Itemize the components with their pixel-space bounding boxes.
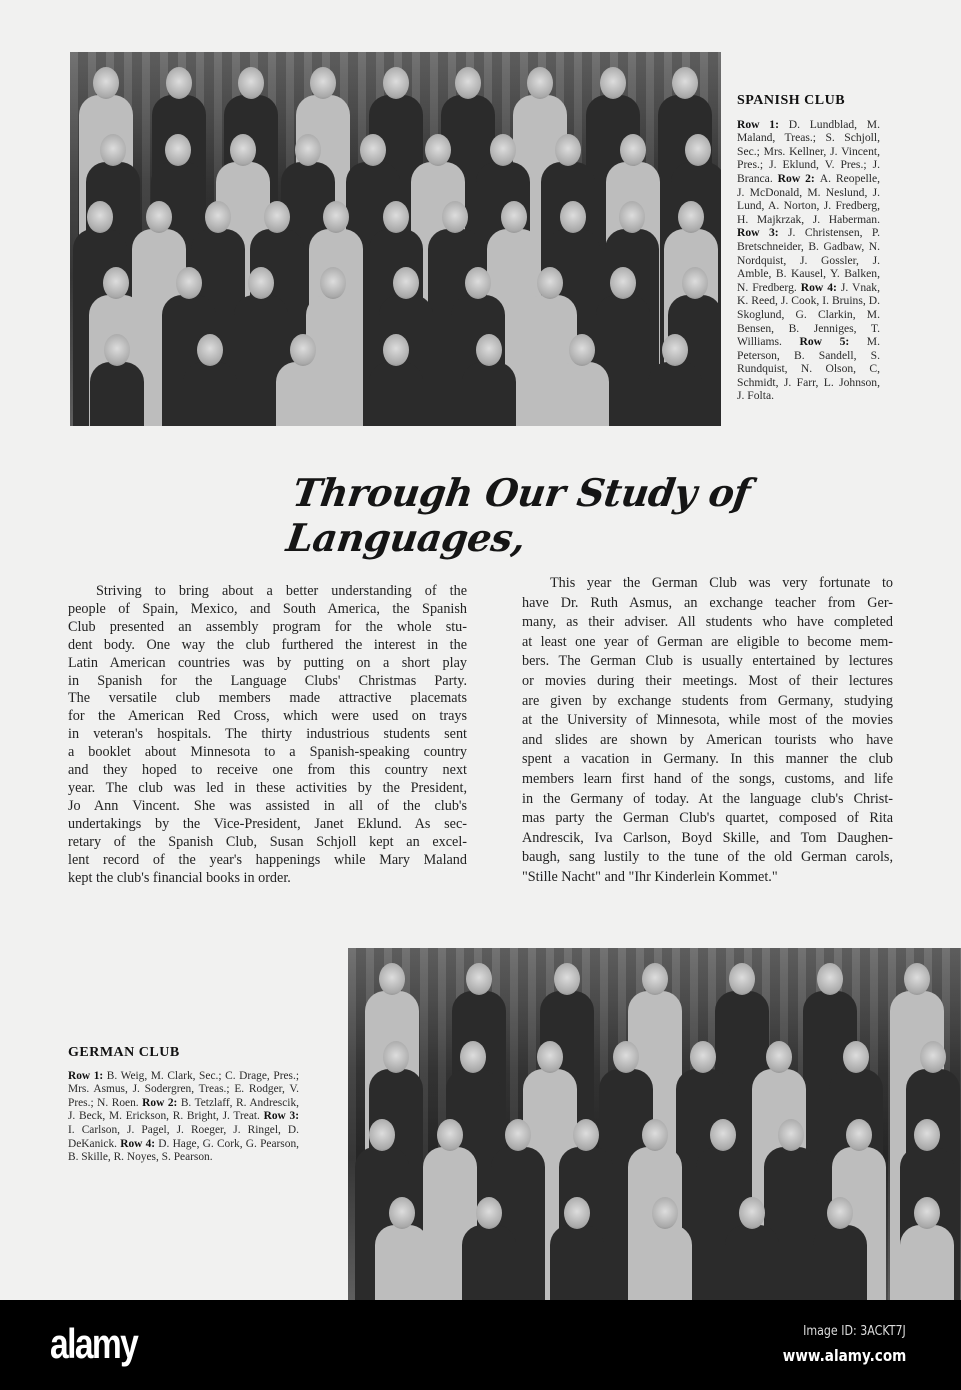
alamy-logo: alamy — [50, 1320, 138, 1367]
row-label: Row 4: — [120, 1137, 159, 1150]
person-figure — [555, 362, 609, 426]
person-face — [662, 334, 688, 366]
person-face — [104, 334, 130, 366]
person-face — [290, 334, 316, 366]
person-figure — [648, 362, 702, 426]
row-label: Row 1: — [68, 1069, 107, 1082]
person-face — [778, 1119, 804, 1151]
row-label: Row 2: — [777, 171, 820, 185]
article-line: This year the German Club was very fortunate to — [550, 575, 893, 591]
spanish-club-photo — [70, 52, 721, 426]
person-face — [490, 134, 516, 166]
article-line: in veteran's hospitals. The thirty industrious students sent — [68, 726, 467, 743]
person-face — [383, 334, 409, 366]
row-names: I. Carlson, J. Pagel, J. Roeger, J. Ringel, D. DeKanick. — [68, 1123, 299, 1150]
person-face — [560, 201, 586, 233]
person-face — [310, 67, 336, 99]
person-face — [672, 67, 698, 99]
person-face — [537, 1041, 563, 1073]
person-figure — [462, 1225, 516, 1300]
image-id: Image ID: 3ACKT7J — [803, 1324, 906, 1339]
person-face — [678, 201, 704, 233]
person-face — [465, 267, 491, 299]
row-label: Row 2: — [142, 1096, 181, 1109]
row-names: D. Hage, G. Cork, G. Pearson, B. Skille, R. Noyes, S. Pearson. — [68, 1137, 299, 1164]
article-line: Club presented an assembly program for the whole stu- — [68, 618, 467, 635]
person-face — [501, 201, 527, 233]
person-face — [652, 1197, 678, 1229]
person-face — [264, 201, 290, 233]
article-line: year. The club was led in these activities by the President, — [68, 779, 467, 796]
article-line: for the American Red Cross, which were used on trays — [68, 708, 467, 725]
person-face — [642, 1119, 668, 1151]
person-face — [93, 67, 119, 99]
article-line: mas party the German Club's quartet, composed of Rita — [522, 810, 893, 827]
page-title: Through Our Study of Languages, — [283, 470, 753, 560]
person-face — [238, 67, 264, 99]
row-label: Row 5: — [799, 335, 867, 349]
person-face — [176, 267, 202, 299]
row-names: B. Weig, M. Clark, Sec.; C. Drage, Pres.; Mrs. Asmus, J. Sodergren, Treas.; E. Rodger, V. Pres.; N. Roen. — [68, 1069, 299, 1109]
row-names: J. Vnak, K. Reed, J. Cook, I. Bruins, D. Skoglund, G. Clarkin, M. Bensen, B. Jenniges, T. Williams. — [737, 280, 880, 349]
person-face — [393, 267, 419, 299]
person-face — [690, 1041, 716, 1073]
person-face — [619, 201, 645, 233]
person-figure — [550, 1225, 604, 1300]
spanish-club-caption — [737, 94, 880, 403]
person-face — [442, 201, 468, 233]
person-face — [843, 1041, 869, 1073]
person-face — [610, 267, 636, 299]
article-line: are given by exchange students from Germany, studying — [522, 692, 893, 709]
spanish-club-members — [737, 118, 880, 403]
person-face — [920, 1041, 946, 1073]
person-face — [146, 201, 172, 233]
article-line: many, as their adviser. All students who have completed — [522, 614, 893, 631]
german-club-photo — [348, 948, 961, 1300]
article-line: and slides are shown by American tourists who have — [522, 731, 893, 748]
row-names: B. Tetzlaff, R. Andrescik, J. Beck, M. Erickson, R. Bright, J. Treat. — [68, 1096, 299, 1123]
person-face — [710, 1119, 736, 1151]
person-face — [295, 134, 321, 166]
article-line: Andrescik, Iva Carlson, Boyd Skille, and Tom Daughen- — [522, 829, 893, 846]
article-line: Latin American countries was by putting on a short play — [68, 654, 467, 671]
person-face — [323, 201, 349, 233]
person-face — [476, 334, 502, 366]
article-line: bers. The German Club is usually entertained by lectures — [522, 653, 893, 670]
row-names: M. Peterson, B. Sandell, S. Rundquist, N. Olson, C, Schmidt, J. Farr, L. Johnson, J. Folta. — [737, 335, 880, 403]
person-face — [389, 1197, 415, 1229]
row-names: A. Reopelle, J. McDonald, M. Neslund, J. Lund, A. Norton, J. Fredberg, H. Majkrzak, J. Haberman. — [737, 171, 880, 226]
person-figure — [369, 362, 423, 426]
person-face — [205, 201, 231, 233]
article-line: have Dr. Ruth Asmus, an exchange teacher from Ger- — [522, 594, 893, 611]
person-face — [197, 334, 223, 366]
article-line: at least one year of German are eligible to become mem- — [522, 633, 893, 650]
article-line: in Spanish for the Language Clubs' Christmas Party. — [68, 672, 467, 689]
person-figure — [900, 1225, 954, 1300]
person-face — [360, 134, 386, 166]
person-face — [87, 201, 113, 233]
person-face — [166, 67, 192, 99]
person-face — [729, 963, 755, 995]
person-face — [620, 134, 646, 166]
person-figure — [638, 1225, 692, 1300]
article-line: a booklet about Minnesota to a Spanish-speaking country — [68, 744, 467, 761]
row-label: Row 1: — [737, 117, 789, 131]
german-club-caption — [68, 1046, 299, 1165]
german-club-heading: GERMAN CLUB — [68, 1045, 180, 1060]
person-face — [613, 1041, 639, 1073]
row-label: Row 3: — [737, 226, 789, 240]
person-face — [600, 67, 626, 99]
person-face — [914, 1119, 940, 1151]
person-face — [425, 134, 451, 166]
person-figure — [183, 362, 237, 426]
article-line: retary of the Spanish Club, Susan Schjoll kept an excel- — [68, 833, 467, 850]
article-line: members learn first hand of the songs, customs, and life — [522, 770, 893, 787]
row-names: D. Lundblad, M. Maland, Treas.; S. Schjoll, Sec.; Mrs. Kellner, J. Vincent, Pres.; J. Eklund, V. Pres.; J. Branca. — [737, 117, 881, 185]
person-face — [527, 67, 553, 99]
person-face — [642, 963, 668, 995]
article-line: or movies during their meetings. Most of their lectures — [522, 672, 893, 689]
spanish-club-article — [68, 583, 467, 887]
article-line: baugh, sang lustily to the tune of the old German carols, — [522, 849, 893, 866]
person-face — [383, 67, 409, 99]
person-figure — [90, 362, 144, 426]
article-line: in the Germany of today. At the language club's Christ- — [522, 790, 893, 807]
german-club-members — [68, 1070, 299, 1165]
person-figure — [375, 1225, 429, 1300]
article-line: The versatile club members made attractive placemats — [68, 690, 467, 707]
person-face — [379, 963, 405, 995]
person-face — [554, 963, 580, 995]
person-face — [165, 134, 191, 166]
watermark-footer — [0, 1300, 961, 1390]
person-face — [455, 67, 481, 99]
person-face — [248, 267, 274, 299]
row-label: Row 4: — [800, 280, 841, 294]
article-line: lent record of the year's happenings while Mary Maland — [68, 851, 467, 868]
person-face — [564, 1197, 590, 1229]
article-line: spent a vacation in Germany. In this manner the club — [522, 751, 893, 768]
person-face — [437, 1119, 463, 1151]
person-face — [569, 334, 595, 366]
person-face — [846, 1119, 872, 1151]
person-face — [682, 267, 708, 299]
person-face — [555, 134, 581, 166]
article-line: Striving to bring about a better understanding of the — [96, 583, 467, 599]
person-face — [100, 134, 126, 166]
row-label: Row 3: — [263, 1110, 299, 1123]
person-face — [817, 963, 843, 995]
person-face — [369, 1119, 395, 1151]
person-figure — [813, 1225, 867, 1300]
person-face — [383, 201, 409, 233]
german-club-article — [522, 574, 893, 888]
person-face — [460, 1041, 486, 1073]
article-line: kept the club's financial books in order. — [68, 869, 291, 886]
person-face — [739, 1197, 765, 1229]
article-line: undertakings by the Vice-President, Janet Eklund. As sec- — [68, 815, 467, 832]
article-line: dent body. One way the club furthered the interest in the — [68, 636, 467, 653]
spanish-club-heading: SPANISH CLUB — [737, 93, 846, 108]
person-face — [230, 134, 256, 166]
person-figure — [725, 1225, 779, 1300]
person-figure — [462, 362, 516, 426]
person-face — [827, 1197, 853, 1229]
article-line: and they hoped to receive one from this country next — [68, 762, 467, 779]
alamy-url[interactable]: www.alamy.com — [782, 1346, 906, 1365]
row-names: J. Christensen, P. Bretschneider, B. Gadbaw, N. Nordquist, J. Gossler, J. Amble, B. Kausel, Y. Balken, N. Fredberg. — [737, 226, 880, 294]
person-figure — [276, 362, 330, 426]
article-line: Jo Ann Vincent. She was assisted in all of the club's — [68, 797, 467, 814]
article-line: at the University of Minnesota, while most of the movies — [522, 712, 893, 729]
article-line: "Stille Nacht" and "Ihr Kinderlein Kommet." — [522, 868, 778, 885]
article-line: people of Spain, Mexico, and South America, the Spanish — [68, 600, 467, 617]
